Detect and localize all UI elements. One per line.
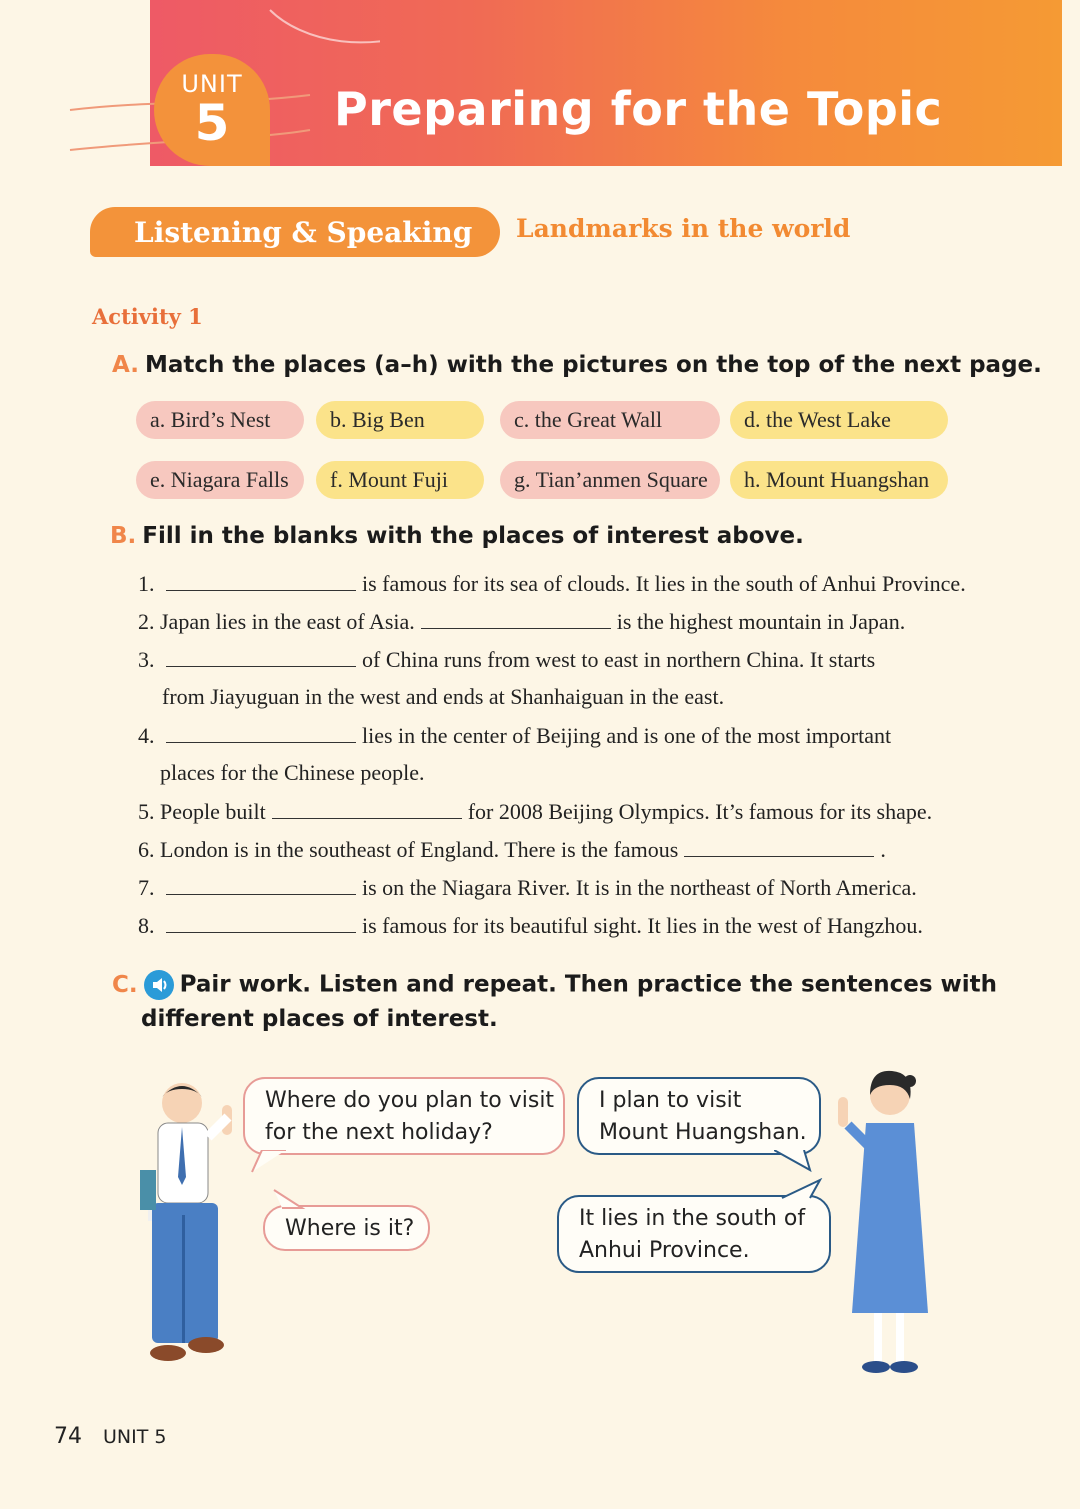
item-number: 4. bbox=[138, 723, 155, 748]
answer-blank[interactable] bbox=[166, 912, 356, 933]
item-number: 1. bbox=[138, 571, 155, 596]
blank-item-5 bbox=[138, 798, 932, 825]
bubble-text: Where do you plan to visit bbox=[265, 1088, 555, 1113]
girl-illustration bbox=[826, 1065, 936, 1380]
part-b-instruction bbox=[110, 523, 804, 549]
item-text: London is in the southeast of England. There is the famous bbox=[160, 837, 679, 862]
part-c-letter: C. bbox=[112, 971, 138, 998]
place-pill: f. Mount Fuji bbox=[316, 461, 484, 499]
place-pill: b. Big Ben bbox=[316, 401, 484, 439]
part-a-letter: A. bbox=[112, 352, 139, 378]
item-number: 6. bbox=[138, 837, 155, 862]
section-subtitle: Landmarks in the world bbox=[516, 214, 851, 243]
part-c-text-line1: Pair work. Listen and repeat. Then practice the sentences with bbox=[179, 971, 998, 998]
answer-blank[interactable] bbox=[166, 874, 356, 895]
bubble-tail bbox=[250, 1150, 290, 1174]
bubble-text: Anhui Province. bbox=[579, 1238, 750, 1263]
item-number: 7. bbox=[138, 875, 155, 900]
blank-item-3 bbox=[138, 646, 875, 673]
page-title: Preparing for the Topic bbox=[334, 82, 943, 136]
answer-blank[interactable] bbox=[684, 836, 874, 857]
answer-blank[interactable] bbox=[421, 608, 611, 629]
item-number: 5. bbox=[138, 799, 155, 824]
bubble-text: I plan to visit bbox=[599, 1088, 742, 1113]
part-a-text: Match the places (a–h) with the pictures on the top of the next page. bbox=[144, 352, 1042, 378]
place-pill: d. the West Lake bbox=[730, 401, 948, 439]
unit-badge bbox=[154, 54, 270, 166]
answer-blank[interactable] bbox=[166, 570, 356, 591]
blank-item-2 bbox=[138, 608, 905, 635]
speech-bubble-question-2 bbox=[263, 1205, 430, 1251]
item-number: 8. bbox=[138, 913, 155, 938]
unit-number: 5 bbox=[194, 94, 230, 152]
item-text: of China runs from west to east in northern China. It starts bbox=[362, 647, 876, 672]
place-pill: e. Niagara Falls bbox=[136, 461, 304, 499]
item-text: Japan lies in the east of Asia. bbox=[160, 609, 415, 634]
part-b-letter: B. bbox=[110, 523, 137, 549]
speech-bubble-question-1 bbox=[243, 1077, 565, 1155]
unit-label: UNIT bbox=[181, 70, 243, 98]
item-text: is famous for its beautiful sight. It lies in the west of Hangzhou. bbox=[362, 913, 923, 938]
part-c-instruction bbox=[112, 970, 997, 1000]
bubble-tail bbox=[272, 1188, 312, 1210]
part-a-instruction bbox=[112, 352, 1042, 378]
speech-bubble-answer-2 bbox=[557, 1195, 831, 1273]
boy-illustration bbox=[130, 1075, 240, 1370]
item-text: is the highest mountain in Japan. bbox=[616, 609, 906, 634]
item-text: is on the Niagara River. It is in the northeast of North America. bbox=[362, 875, 917, 900]
footer-unit: UNIT 5 bbox=[103, 1426, 167, 1448]
answer-blank[interactable] bbox=[166, 722, 356, 743]
item-text: for 2008 Beijing Olympics. It’s famous for its shape. bbox=[467, 799, 933, 824]
speech-bubble-answer-1 bbox=[577, 1077, 821, 1155]
part-c-text-line2: different places of interest. bbox=[141, 1006, 498, 1032]
blank-item-7 bbox=[138, 874, 917, 901]
item-number: 2. bbox=[138, 609, 155, 634]
bubble-text: It lies in the south of bbox=[579, 1206, 806, 1231]
item-text: is famous for its sea of clouds. It lies in the south of Anhui Province. bbox=[362, 571, 966, 596]
item-text: People built bbox=[160, 799, 266, 824]
blank-item-6 bbox=[138, 836, 886, 863]
item-text: lies in the center of Beijing and is one of the most important bbox=[362, 723, 892, 748]
item-number: 3. bbox=[138, 647, 155, 672]
section-tag: Listening & Speaking bbox=[90, 207, 500, 257]
answer-blank[interactable] bbox=[272, 798, 462, 819]
bubble-tail bbox=[780, 1178, 824, 1200]
bubble-text: for the next holiday? bbox=[265, 1120, 493, 1145]
place-pill: a. Bird’s Nest bbox=[136, 401, 304, 439]
bubble-text: Where is it? bbox=[285, 1216, 415, 1241]
item-text: . bbox=[880, 837, 886, 862]
place-pill: c. the Great Wall bbox=[500, 401, 720, 439]
place-pill: g. Tian’anmen Square bbox=[500, 461, 720, 499]
activity-title: Activity 1 bbox=[92, 304, 203, 329]
audio-speaker-icon[interactable] bbox=[144, 970, 174, 1000]
blank-item-1 bbox=[138, 570, 966, 597]
part-b-text: Fill in the blanks with the places of interest above. bbox=[142, 523, 804, 549]
blank-item-8 bbox=[138, 912, 923, 939]
answer-blank[interactable] bbox=[166, 646, 356, 667]
page-number: 74 bbox=[54, 1424, 82, 1449]
bubble-text: Mount Huangshan. bbox=[599, 1120, 807, 1145]
place-pill: h. Mount Huangshan bbox=[730, 461, 948, 499]
blank-item-3-continued: from Jiayuguan in the west and ends at Shanhaiguan in the east. bbox=[162, 684, 725, 709]
blank-item-4-continued: places for the Chinese people. bbox=[160, 760, 425, 785]
bubble-tail bbox=[774, 1150, 814, 1174]
blank-item-4 bbox=[138, 722, 891, 749]
